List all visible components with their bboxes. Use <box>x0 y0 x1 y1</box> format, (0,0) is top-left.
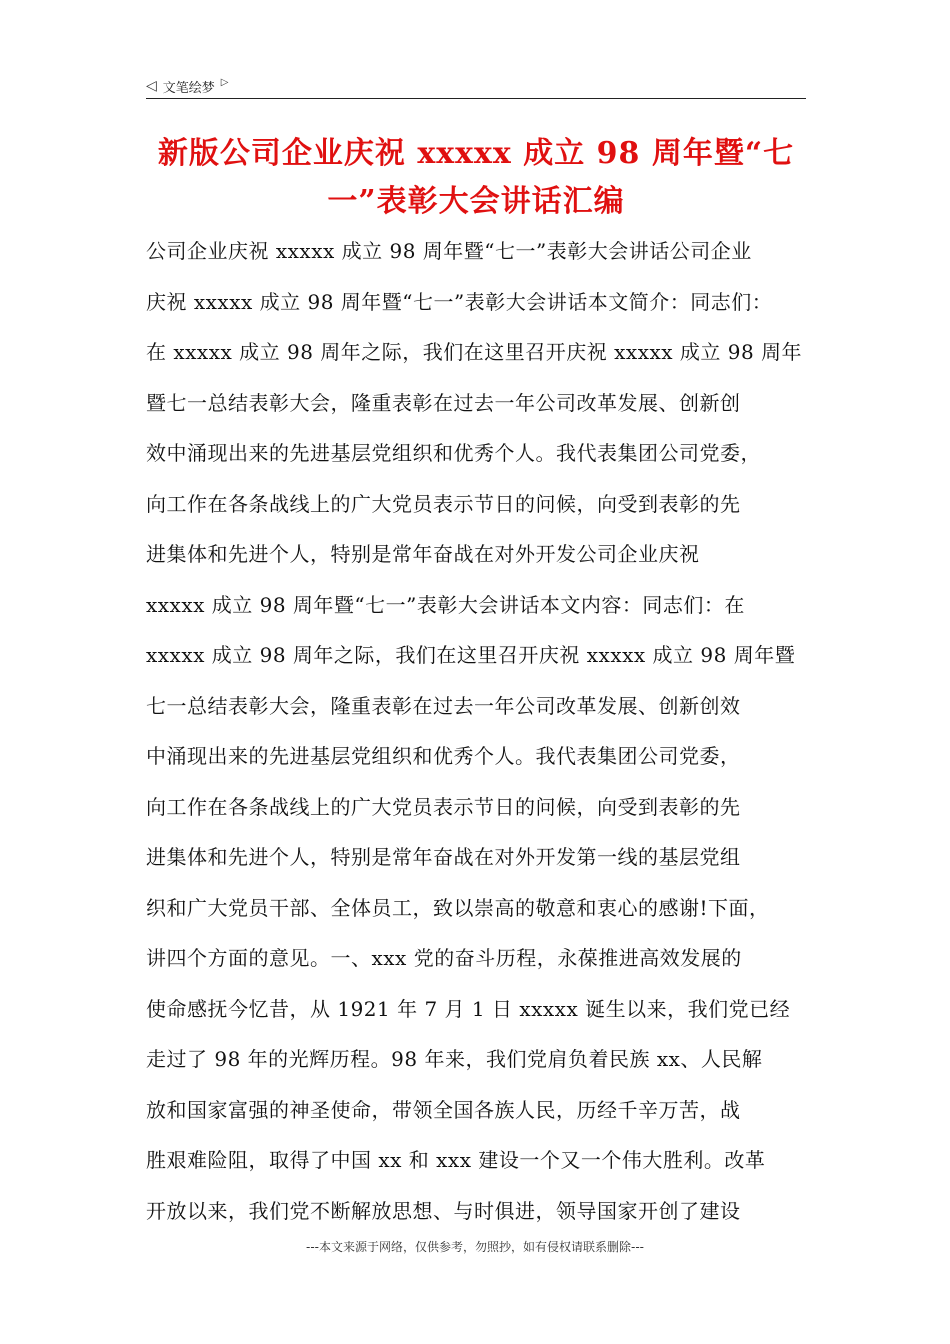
triangle-right-icon: ▷ <box>220 77 229 88</box>
document-title <box>146 130 806 226</box>
triangle-left-icon: ◁ <box>146 78 157 94</box>
body-line: 七一总结表彰大会，隆重表彰在过去一年公司改革发展、创新创效 <box>146 693 741 718</box>
body-line: 暨七一总结表彰大会，隆重表彰在过去一年公司改革发展、创新创 <box>146 390 741 415</box>
header-divider <box>146 98 806 99</box>
body-line: 走过了 98 年的光辉历程。98 年来，我们党肩负着民族 xx、人民解 <box>146 1047 763 1071</box>
title-line-2: 一”表彰大会讲话汇编 <box>327 184 625 219</box>
body-line: 在 xxxxx 成立 98 周年之际，我们在这里召开庆祝 xxxxx 成立 98 周年 <box>146 340 803 364</box>
body-line: 进集体和先进个人，特别是常年奋战在对外开发公司企业庆祝 <box>146 542 700 566</box>
body-line: 向工作在各条战线上的广大党员表示节日的问候，向受到表彰的先 <box>146 794 741 819</box>
title-line-1: 新版公司企业庆祝 xxxxx 成立 98 周年暨“七 <box>157 136 795 171</box>
body-line: 讲四个方面的意见。一、xxx 党的奋斗历程，永葆推进高效发展的 <box>146 946 742 970</box>
body-line: xxxxx 成立 98 周年之际，我们在这里召开庆祝 xxxxx 成立 98 周年暨 <box>146 643 796 667</box>
body-line: 放和国家富强的神圣使命，带领全国各族人民，历经千辛万苦，战 <box>146 1097 741 1122</box>
body-line: 织和广大党员干部、全体员工，致以崇高的敬意和衷心的感谢!下面， <box>146 895 770 920</box>
body-line: 开放以来，我们党不断解放思想、与时俱进，领导国家开创了建设 <box>146 1198 741 1223</box>
footer-disclaimer: ---本文来源于网络，仅供参考，勿照抄，如有侵权请联系删除--- <box>306 1240 644 1254</box>
body-line: 庆祝 xxxxx 成立 98 周年暨“七一”表彰大会讲话本文简介：同志们： <box>146 289 773 314</box>
body-line: 效中涌现出来的先进基层党组织和优秀个人。我代表集团公司党委， <box>146 441 761 465</box>
header-brand-text: 文笔绘梦 <box>162 80 215 96</box>
body-line: 向工作在各条战线上的广大党员表示节日的问候，向受到表彰的先 <box>146 491 741 516</box>
body-line: 进集体和先进个人，特别是常年奋战在对外开发第一线的基层党组 <box>146 845 741 869</box>
body-line: 使命感抚今忆昔，从 1921 年 7 月 1 日 xxxxx 诞生以来，我们党已经 <box>146 996 791 1021</box>
body-line: 胜艰难险阻，取得了中国 xx 和 xxx 建设一个又一个伟大胜利。改革 <box>146 1148 766 1172</box>
body-line: 公司企业庆祝 xxxxx 成立 98 周年暨“七一”表彰大会讲话公司企业 <box>146 239 752 263</box>
body-line: 中涌现出来的先进基层党组织和优秀个人。我代表集团公司党委， <box>146 744 741 768</box>
body-line: xxxxx 成立 98 周年暨“七一”表彰大会讲话本文内容：同志们：在 <box>146 592 745 617</box>
document-body <box>146 226 814 1236</box>
page-header <box>146 74 806 98</box>
